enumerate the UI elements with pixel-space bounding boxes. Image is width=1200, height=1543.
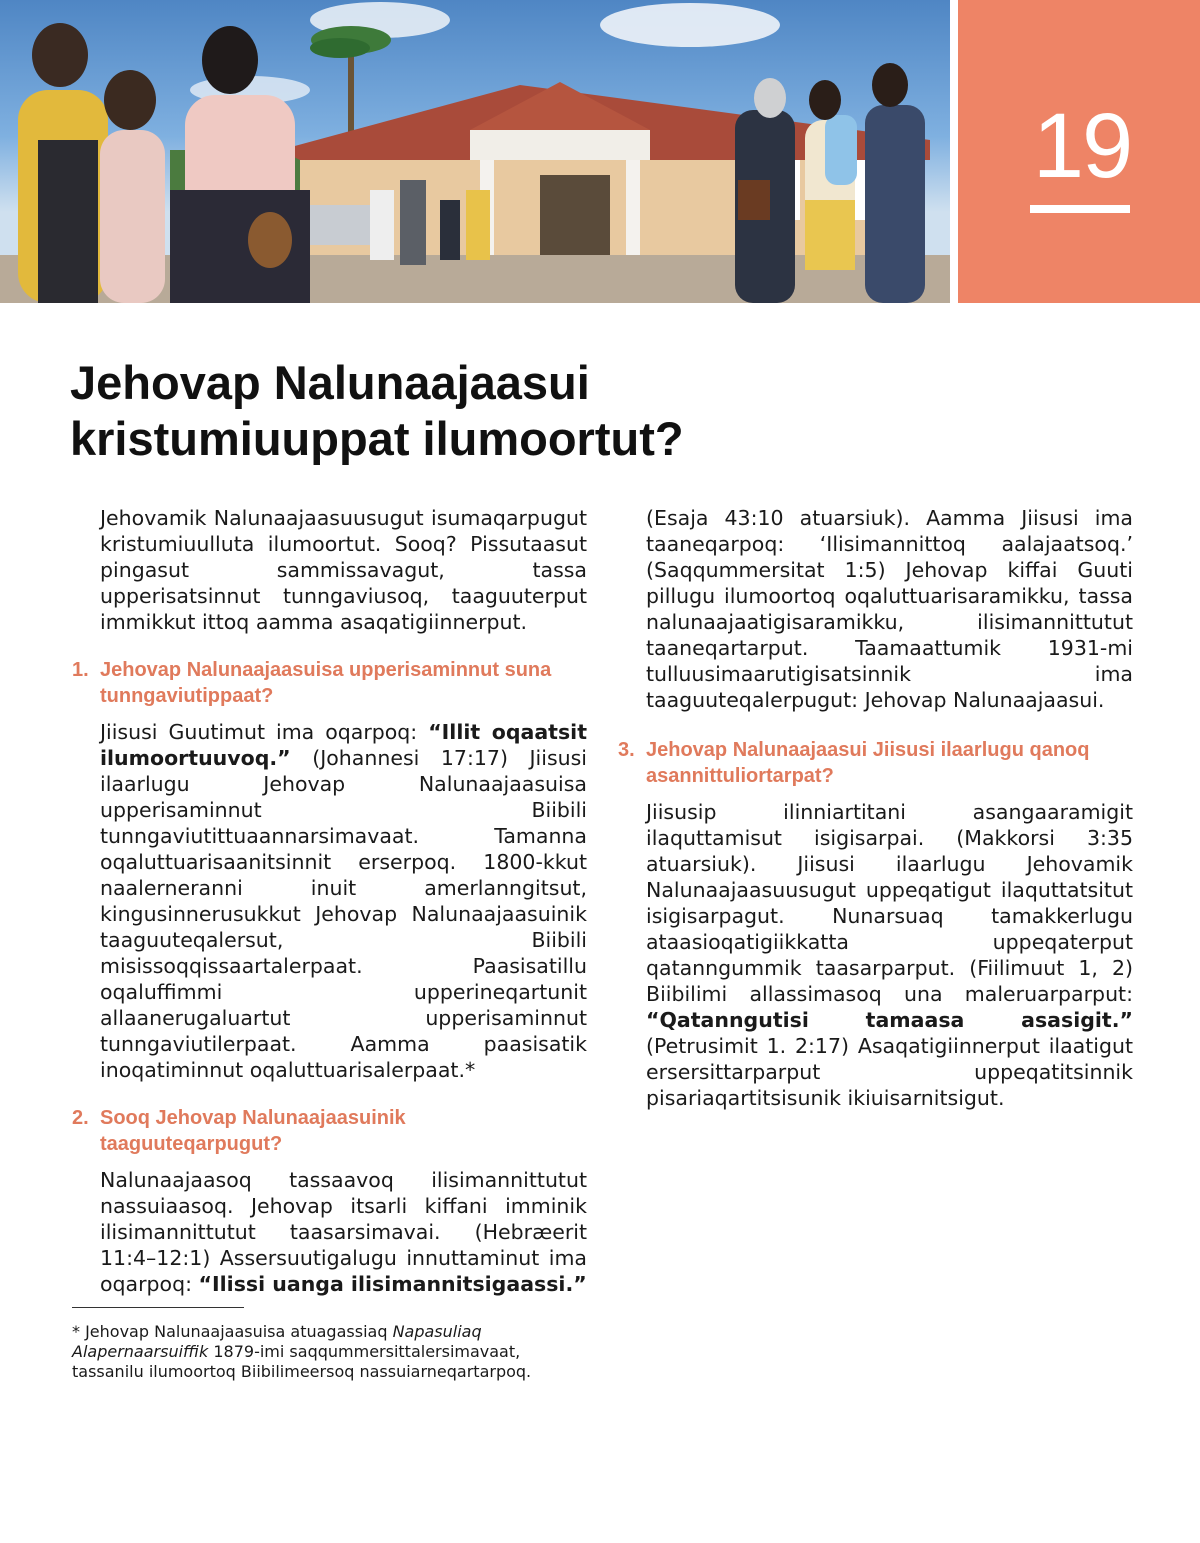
left-column xyxy=(72,505,587,1297)
section-3-heading-text: Jehovap Nalunaajaasui Jiisusi ilaarlugu qanoq asannittuliortarpat? xyxy=(646,739,1090,787)
section-3-number: 3. xyxy=(618,739,635,761)
section-3-text-before: Jiisusip ilinniartitani asangaaramigit ilaquttamisut isigisarpai. (Makkorsi 3:35 atuarsiuk). Jiisusi ilaarlugu Jehovamik Nalunaajaasuusugut uppeqatigut ilaquttatsitut isigisarpagut. Nunarsuaq tamakkerlugu ataasioqatigiikkatta uppeqaterput qatanngummik taasarparput. (Fiilimuut 1, 2) Biibilimi allassimasoq una maleruarparput: xyxy=(646,800,1133,1006)
section-1-text-before: Jiisusi Guutimut ima oqarpoq: xyxy=(100,720,429,744)
section-3-text-after: (Petrusimit 1. 2:17) Asaqatigiinnerput ilaatigut ersersittarparput uppeqatitsinnik pisariaqartitsisunik ikiuisarnitsigut. xyxy=(646,1034,1133,1110)
section-2-paragraph xyxy=(72,1167,587,1297)
footnote xyxy=(72,1322,582,1382)
section-2-heading-text: Sooq Jehovap Nalunaajaasuinik taaguuteqarpugut? xyxy=(100,1107,406,1155)
section-1-quote: “Illit oqaatsit ilumoortuuvoq.” xyxy=(100,720,588,770)
section-3-quote: “Qatanngutisi tamaasa asasigit.” xyxy=(646,1008,1133,1032)
chapter-number-box xyxy=(958,0,1200,303)
section-3-heading xyxy=(618,737,1133,789)
section-1-number: 1. xyxy=(72,659,89,681)
footnote-publication-title: Napasuliaq Alapernaarsuiffik xyxy=(72,1322,482,1361)
header-photo-illustration xyxy=(0,0,950,303)
footnote-text-before: * Jehovap Nalunaajaasuisa atuagassiaq xyxy=(72,1322,393,1341)
page-title xyxy=(70,355,890,467)
chapter-number: 19 xyxy=(1032,95,1132,197)
section-2-quote: “Ilissi uanga ilisimannitsigaassi.” xyxy=(198,1272,587,1296)
section-1-text-after: (Johannesi 17:17) Jiisusi ilaarlugu Jehovap Nalunaajaasuisa upperisaminnut Biibili tunngaviutittuaannarsimavaat. Tamanna oqaluttuarisaanitsinnit erserpoq. 1800-kkut naalerneranni inuit amerlanngitsut, kingusinnerusukkut Jehovap Nalunaajaasuinik taaguuteqalersut, Biibili misissoqqissaartalerpaat. Paasisatillu oqaluffimmi upperineqartunit allaanerugaluartut upperisaminnut tunngaviutilerpaat. Aamma paasisatik inoqatiminnut oqaluttuarisalerpaat.* xyxy=(100,746,587,1082)
footnote-text-after: 1879-imi saqqummersittalersimavaat, tassanilu ilumoortoq Biibilimeersoq nassuiarneqartarpoq. xyxy=(72,1342,532,1381)
section-2-number: 2. xyxy=(72,1107,89,1129)
section-1-paragraph xyxy=(72,719,587,1083)
header-photo xyxy=(0,0,950,303)
right-column xyxy=(618,505,1133,1111)
section-1-heading-text: Jehovap Nalunaajaasuisa upperisaminnut suna tunngaviutippaat? xyxy=(100,659,552,707)
section-2-text-before: Nalunaajaasoq tassaavoq ilisimannittutut nassuiaasoq. Jehovap itsarli kiffani imminik ilisimannittutut taasarsimavai. (Hebræerit 11:4–12:1) Assersuutigalugu innuttaminut ima oqarpoq: xyxy=(100,1168,587,1296)
page-title-line-2: kristumiuuppat ilumoortut? xyxy=(70,412,684,465)
section-3-paragraph xyxy=(618,799,1133,1111)
chapter-number-rule xyxy=(1030,205,1130,213)
intro-paragraph: Jehovamik Nalunaajaasuusugut isumaqarpugut kristumiuulluta ilumoortut. Sooq? Pissutaasut pingasut sammissavagut, tassa upperisatsinnut tunngaviusoq, taaguuterput immikkut ittoq aamma asaqatigiinnerput. xyxy=(100,506,587,634)
section-2-paragraph-continued: (Esaja 43:10 atuarsiuk). Aamma Jiisusi ima taaneqarpoq: ‘Ilisimannittoq aalajaatsoq.’ (Saqqummersitat 1:5) Jehovap kiffai Guuti pillugu ilumoortoq oqaluttuarisaramikku, tassa nalunaajaatigisaramikku, ilisimannittutut taaneqartarput. Taamaattumik 1931-mi tulluusimaarutigisatsinnik ima taaguuteqalerpugut: Jehovap Nalunaajaasui. xyxy=(646,506,1133,712)
section-2-heading xyxy=(72,1105,587,1157)
footnote-divider xyxy=(72,1307,244,1308)
page-title-line-1: Jehovap Nalunaajaasui xyxy=(70,356,590,409)
section-1-heading xyxy=(72,657,587,709)
